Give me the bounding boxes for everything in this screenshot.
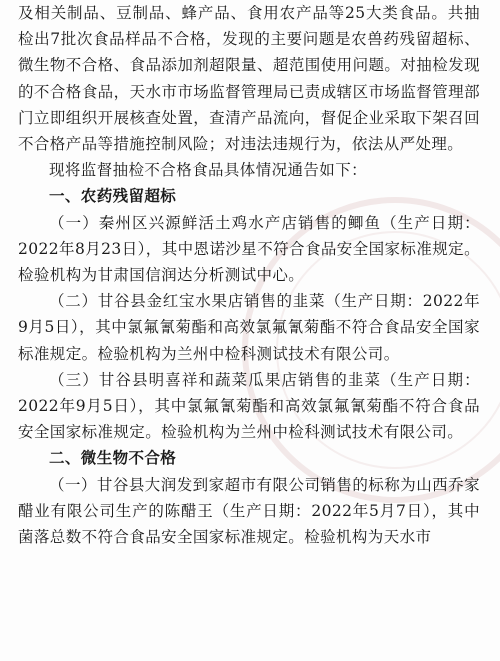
paragraph-intro: 及相关制品、豆制品、蜂产品、食用农产品等25大类食品。共抽检出7批次食品样品不合格，发现的主要问题是农兽药残留超标、微生物不合格、食品添加剂超限量、超范围使用问题。对抽检发现的不合格食品，天水市市场监督管理局已责成辖区市场监督管理部门立即组织开展核查处置，查清产品流向，督促企业采取下架召回不合格产品等措施控制风险；对违法违规行为，依法从严处理。	[18, 4, 480, 154]
paragraph-item-1-1: （一）秦州区兴源鲜活土鸡水产店销售的鲫鱼（生产日期：2022年8月23日），其中恩诺沙星不符合食品安全国家标准规定。检验机构为甘肃国信润达分析测试中心。	[18, 213, 480, 285]
paragraph-item-2-1: （一）甘谷县大润发到家超市有限公司销售的标称为山西乔家醋业有限公司生产的陈醋王（生产日期：2022年5月7日），其中菌落总数不符合食品安全国家标准规定。检验机构为天水市	[18, 475, 480, 547]
section-heading-microbe: 二、微生物不合格	[49, 449, 177, 468]
paragraph-notice: 现将监督抽检不合格食品具体情况通告如下：	[49, 161, 368, 180]
paragraph-item-1-3: （三）甘谷县明喜祥和蔬菜瓜果店销售的韭菜（生产日期：2022年9月5日），其中氯氟氰菊酯和高效氯氟氰菊酯不符合食品安全国家标准规定。检验机构为兰州中检科测试技术有限公司。	[18, 370, 480, 442]
paragraph-item-1-2: （二）甘谷县金红宝水果店销售的韭菜（生产日期：2022年9月5日），其中氯氟氰菊酯和高效氯氟氰菊酯不符合食品安全国家标准规定。检验机构为兰州中检科测试技术有限公司。	[18, 292, 480, 363]
section-heading-pesticide: 一、农药残留超标	[49, 187, 177, 206]
